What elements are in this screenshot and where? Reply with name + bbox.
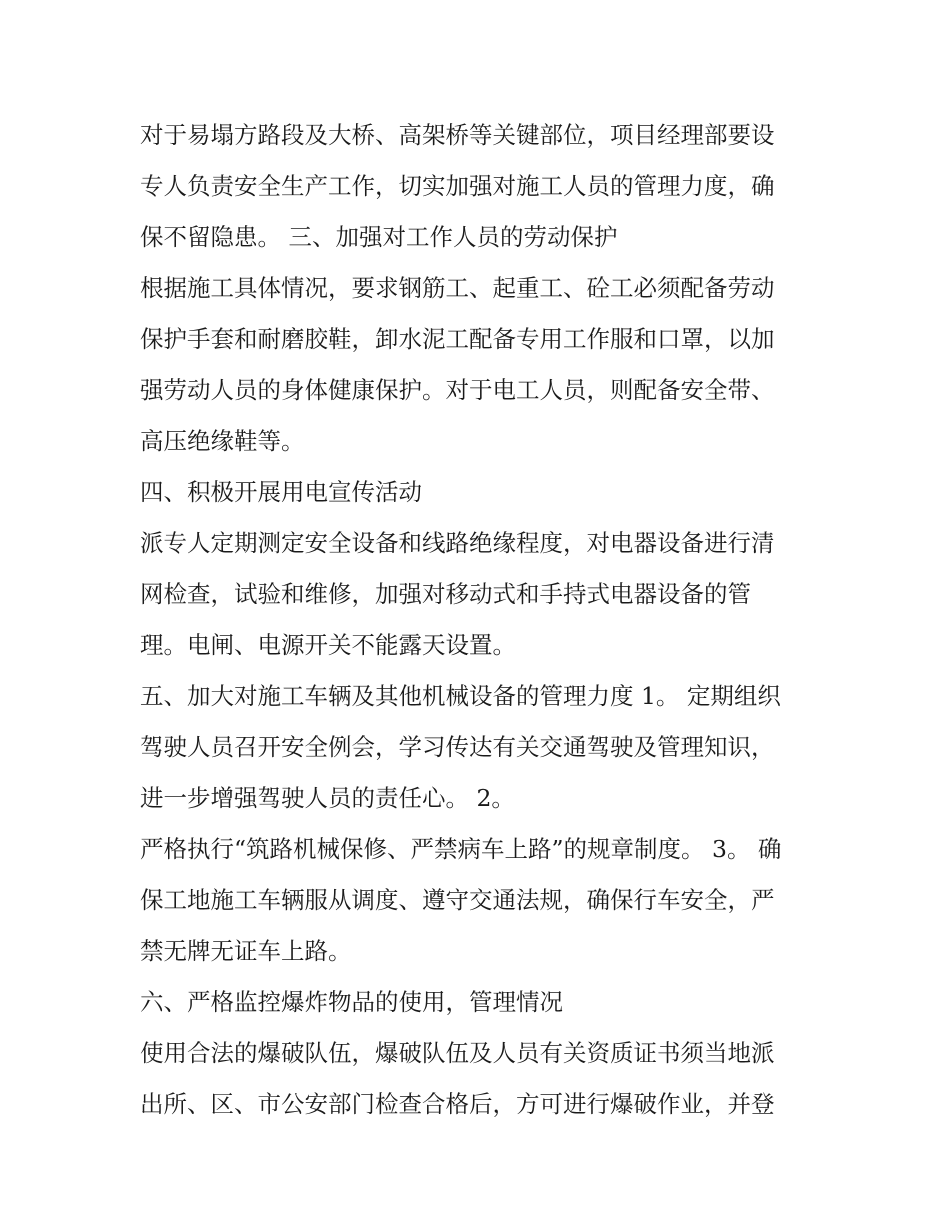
text-line: 根据施工具体情况，要求钢筋工、起重工、砼工必须配备劳动: [140, 274, 775, 302]
document-body: [140, 110, 820, 1130]
text-line: 使用合法的爆破队伍，爆破队伍及人员有关资质证书须当地派: [140, 1039, 775, 1067]
text-line: 出所、区、市公安部门检查合格后，方可进行爆破作业，并登: [140, 1090, 775, 1118]
text-line: 进一步增强驾驶人员的责任心。 2。: [140, 784, 515, 812]
text-line: 理。电闸、电源开关不能露天设置。: [140, 631, 516, 659]
text-line: 强劳动人员的身体健康保护。对于电工人员，则配备安全带、: [140, 376, 775, 404]
text-line: 禁无牌无证车上路。: [140, 937, 352, 965]
text-line: 派专人定期测定安全设备和线路绝缘程度，对电器设备进行清: [140, 529, 775, 557]
text-line: 高压绝缘鞋等。: [140, 427, 305, 455]
text-line: 保护手套和耐磨胶鞋，卸水泥工配备专用工作服和口罩，以加: [140, 325, 775, 353]
text-line: 网检查，试验和维修，加强对移动式和手持式电器设备的管: [140, 580, 751, 608]
text-line: 保工地施工车辆服从调度、遵守交通法规，确保行车安全，严: [140, 886, 775, 914]
section-heading: 四、积极开展用电宣传活动: [140, 478, 422, 506]
text-line: 严格执行“筑路机械保修、严禁病车上路”的规章制度。 3。 确: [140, 835, 782, 863]
text-line: 驾驶人员召开安全例会，学习传达有关交通驾驶及管理知识，: [140, 733, 775, 761]
section-heading: 六、严格监控爆炸物品的使用，管理情况: [140, 988, 563, 1016]
text-line: 保不留隐患。 三、加强对工作人员的劳动保护: [140, 223, 618, 251]
text-line: 专人负责安全生产工作，切实加强对施工人员的管理力度，确: [140, 172, 775, 200]
text-line: 对于易塌方路段及大桥、高架桥等关键部位，项目经理部要设: [140, 121, 775, 149]
section-heading: 五、加大对施工车辆及其他机械设备的管理力度 1。 定期组织: [140, 682, 781, 710]
